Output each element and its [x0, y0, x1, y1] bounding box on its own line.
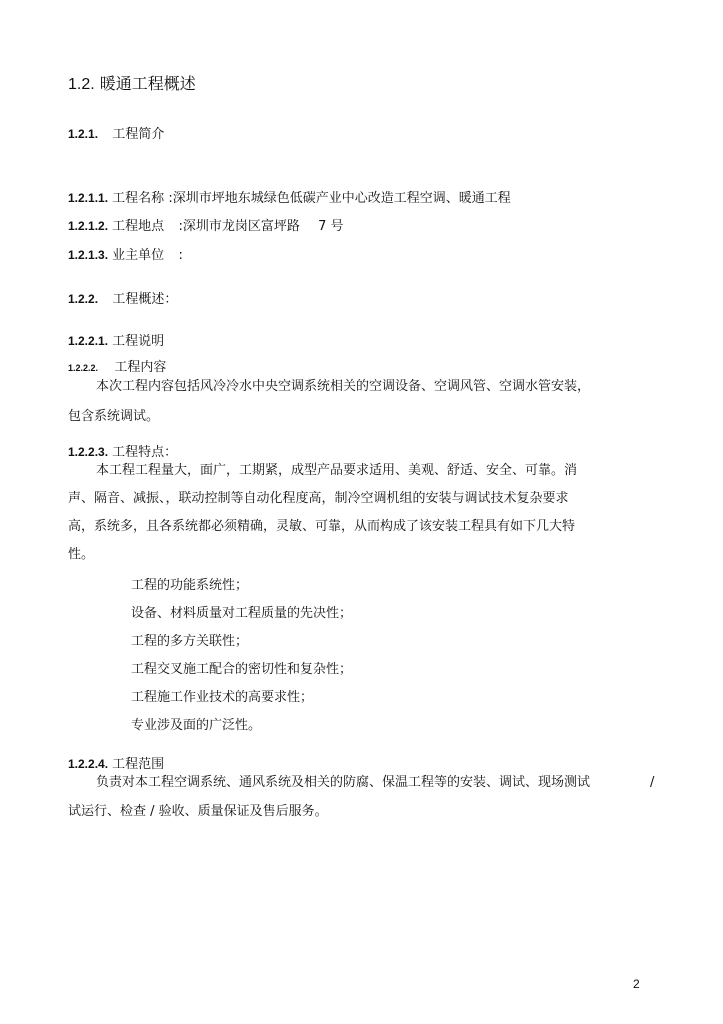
- item-project-description: [68, 332, 164, 351]
- subsection-number: 1.2.1.: [68, 127, 99, 141]
- item-label: 业主单位: [112, 248, 165, 263]
- subsection-number: 1.2.2.: [68, 292, 99, 306]
- item-number: 1.2.2.3.: [68, 445, 109, 459]
- content-paragraph-line: 包含系统调试。: [68, 409, 160, 424]
- item-title: 工程特点：: [112, 445, 178, 460]
- features-paragraph-line: 高，系统多，且各系统都必须精确，灵敏、可靠，从而构成了该安装工程具有如下几大特: [68, 519, 576, 534]
- item-number: 1.2.2.4.: [68, 757, 109, 771]
- feature-list-item: 工程的功能系统性；: [131, 578, 249, 593]
- scope-slash: /: [650, 775, 655, 790]
- scope-paragraph-line: 试运行、检查 / 验收、质量保证及售后服务。: [68, 804, 328, 819]
- section-number: 1.2.: [68, 76, 95, 93]
- subsection-title: 工程简介: [112, 127, 165, 142]
- item-project-features-heading: [68, 443, 177, 462]
- item-number: 1.2.1.3.: [68, 248, 109, 262]
- item-label: 工程地点: [112, 219, 165, 234]
- item-value: :深圳市龙岗区富坪路: [178, 219, 300, 234]
- item-value: :: [178, 248, 183, 263]
- item-title: 工程说明: [112, 334, 165, 349]
- subsection-heading-1-2-1: [68, 125, 164, 144]
- item-owner: [68, 246, 183, 265]
- item-project-content-heading: [68, 359, 166, 377]
- features-paragraph-line: 性。: [68, 547, 95, 562]
- scope-paragraph-line: 负责对本工程空调系统、通风系统及相关的防腐、保温工程等的安装、调试、现场测试: [96, 775, 591, 790]
- item-project-name: [68, 189, 511, 208]
- item-title: 工程范围: [112, 757, 165, 772]
- item-number: 1.2.2.2.: [68, 363, 99, 373]
- features-paragraph-line: 声、隔音、减振、，联动控制等自动化程度高，制冷空调机组的安装与调试技术复杂要求: [68, 491, 569, 506]
- feature-list-item: 工程的多方关联性；: [131, 634, 249, 649]
- item-project-location: [68, 217, 344, 236]
- subsection-title: 工程概述：: [112, 292, 178, 307]
- item-value: :深圳市坪地东城绿色低碳产业中心改造工程空调、暖通工程: [168, 191, 511, 206]
- house-number: 7 号: [318, 219, 344, 234]
- item-label: 工程名称: [112, 191, 165, 206]
- item-title: 工程内容: [114, 360, 167, 375]
- feature-list-item: 工程交叉施工配合的密切性和复杂性；: [131, 662, 353, 677]
- content-paragraph-line: 本次工程内容包括风冷冷水中央空调系统相关的空调设备、空调风管、空调水管安装，: [96, 379, 591, 394]
- features-paragraph-line: 本工程工程量大，面广，工期紧，成型产品要求适用、美观、舒适、安全、可靠。消: [96, 463, 578, 478]
- feature-list-item: 工程施工作业技术的高要求性；: [131, 690, 314, 705]
- subsection-heading-1-2-2: [68, 290, 177, 309]
- feature-list-item: 设备、材料质量对工程质量的先决性；: [131, 606, 353, 621]
- item-number: 1.2.2.1.: [68, 334, 109, 348]
- feature-list-item: 专业涉及面的广泛性。: [131, 718, 262, 733]
- item-number: 1.2.1.1.: [68, 191, 109, 205]
- section-heading: [68, 74, 196, 95]
- page-number: 2: [633, 977, 640, 991]
- item-project-scope-heading: [68, 755, 164, 774]
- item-number: 1.2.1.2.: [68, 219, 109, 233]
- section-title: 暖通工程概述: [99, 74, 196, 93]
